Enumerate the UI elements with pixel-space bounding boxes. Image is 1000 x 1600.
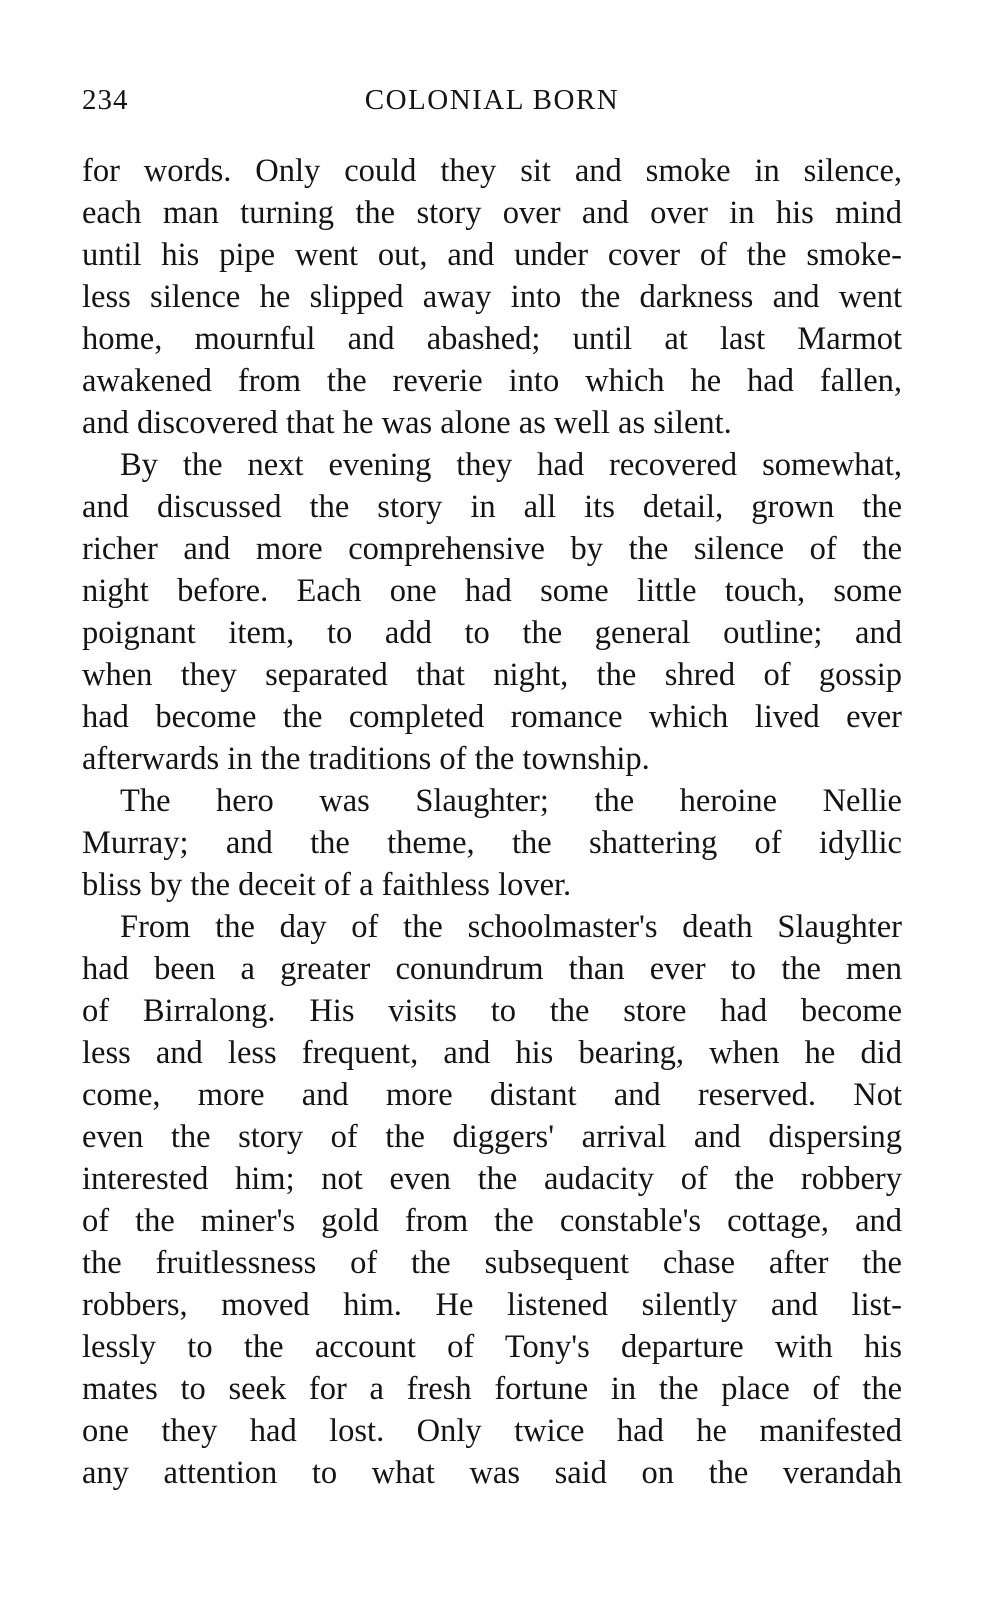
text-line: From the day of the schoolmaster's death Slaughter (120, 909, 902, 945)
running-head: COLONIAL BORN (364, 84, 620, 116)
text-line: each man turning the story over and over in his mind (82, 195, 902, 231)
text-line: of Birralong. His visits to the store had become (82, 993, 902, 1029)
text-line: mates to seek for a fresh fortune in the place of the (82, 1371, 902, 1407)
body-text (82, 150, 902, 1494)
text-line: had become the completed romance which lived ever (82, 699, 902, 735)
text-line: and discovered that he was alone as well as silent. (82, 405, 732, 441)
page-number: 234 (82, 84, 129, 116)
text-line: The hero was Slaughter; the heroine Nellie (120, 783, 902, 819)
paragraph (82, 906, 902, 1494)
text-line: come, more and more distant and reserved. Not (82, 1077, 902, 1113)
text-line: poignant item, to add to the general outline; and (82, 615, 902, 651)
text-line: home, mournful and abashed; until at last Marmot (82, 321, 902, 357)
text-line: night before. Each one had some little touch, some (82, 573, 902, 609)
text-line: one they had lost. Only twice had he manifested (82, 1413, 902, 1449)
text-line: awakened from the reverie into which he had fallen, (82, 363, 902, 399)
page-header (82, 84, 902, 134)
text-line: had been a greater conundrum than ever to the men (82, 951, 902, 987)
text-line: the fruitlessness of the subsequent chase after the (82, 1245, 902, 1281)
text-line: less silence he slipped away into the darkness and went (82, 279, 902, 315)
text-line: robbers, moved him. He listened silently and list- (82, 1287, 902, 1323)
text-line: lessly to the account of Tony's departure with his (82, 1329, 902, 1365)
text-line: when they separated that night, the shred of gossip (82, 657, 902, 693)
text-line: richer and more comprehensive by the silence of the (82, 531, 902, 567)
text-line: and discussed the story in all its detail, grown the (82, 489, 902, 525)
text-line: less and less frequent, and his bearing, when he did (82, 1035, 902, 1071)
paragraph (82, 150, 902, 444)
text-line: bliss by the deceit of a faithless lover. (82, 867, 572, 903)
text-line: interested him; not even the audacity of the robbery (82, 1161, 902, 1197)
text-line: for words. Only could they sit and smoke in silence, (82, 153, 902, 189)
paragraph (82, 780, 902, 906)
paragraph (82, 444, 902, 780)
text-line: afterwards in the traditions of the township. (82, 741, 650, 777)
text-line: even the story of the diggers' arrival and dispersing (82, 1119, 902, 1155)
text-line: of the miner's gold from the constable's cottage, and (82, 1203, 902, 1239)
text-line: any attention to what was said on the verandah (82, 1455, 902, 1491)
text-line: Murray; and the theme, the shattering of idyllic (82, 825, 902, 861)
text-line: By the next evening they had recovered somewhat, (120, 447, 902, 483)
text-line: until his pipe went out, and under cover of the smoke- (82, 237, 902, 273)
